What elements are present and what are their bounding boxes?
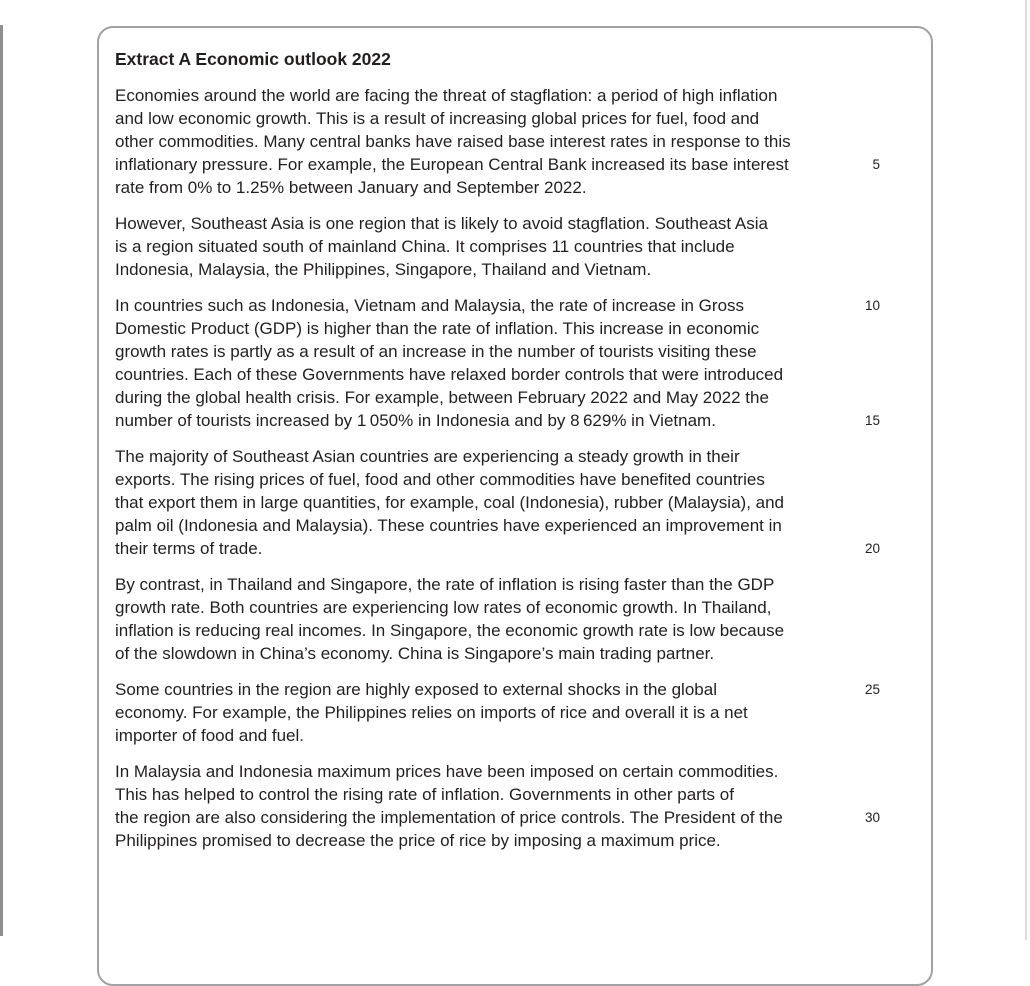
text-line: [115, 491, 931, 514]
line-text: exports. The rising prices of fuel, food and other commodities have benefited countries: [115, 470, 765, 489]
line-number: 25: [864, 682, 880, 697]
paragraph: [115, 760, 931, 852]
paragraph: [115, 84, 931, 199]
line-text: rate from 0% to 1.25% between January and September 2022.: [115, 178, 587, 197]
page-edge-left-line: [0, 25, 3, 936]
paragraph: [115, 445, 931, 560]
line-text: growth rate. Both countries are experiencing low rates of economic growth. In Thailand,: [115, 598, 772, 617]
text-line: [115, 363, 931, 386]
line-number: 30: [864, 810, 880, 825]
text-line: [115, 514, 931, 537]
line-text: economy. For example, the Philippines relies on imports of rice and overall it is a net: [115, 703, 748, 722]
line-text: palm oil (Indonesia and Malaysia). These countries have experienced an improvement in: [115, 516, 782, 535]
text-line: [115, 783, 931, 806]
line-text: number of tourists increased by 1 050% in Indonesia and by 8 629% in Vietnam.: [115, 411, 716, 430]
line-number: 15: [864, 413, 880, 428]
text-line: [115, 678, 931, 701]
line-text: inflationary pressure. For example, the European Central Bank increased its base interest: [115, 155, 789, 174]
text-line: [115, 130, 931, 153]
extract-title: Extract A Economic outlook 2022: [115, 49, 391, 69]
text-line: [115, 619, 931, 642]
text-line: [115, 153, 931, 176]
line-number: 5: [872, 157, 880, 172]
line-text: and low economic growth. This is a result of increasing global prices for fuel, food and: [115, 109, 760, 128]
paragraph: [115, 212, 931, 281]
line-text: is a region situated south of mainland China. It comprises 11 countries that include: [115, 237, 735, 256]
paragraph: [115, 678, 931, 747]
text-line: [115, 760, 931, 783]
line-text: This has helped to control the rising rate of inflation. Governments in other parts of: [115, 785, 734, 804]
paragraph: [115, 294, 931, 432]
line-text: the region are also considering the implementation of price controls. The President of the: [115, 808, 783, 827]
text-line: [115, 294, 931, 317]
text-line: [115, 829, 931, 852]
text-line: [115, 409, 931, 432]
line-text: Indonesia, Malaysia, the Philippines, Singapore, Thailand and Vietnam.: [115, 260, 652, 279]
text-line: [115, 235, 931, 258]
line-text: In Malaysia and Indonesia maximum prices have been imposed on certain commodities.: [115, 762, 779, 781]
line-text: their terms of trade.: [115, 539, 263, 558]
text-line: [115, 573, 931, 596]
page-edge-right-line: [1025, 0, 1027, 940]
line-text: Economies around the world are facing the threat of stagflation: a period of high inflation: [115, 86, 778, 105]
line-text: other commodities. Many central banks have raised base interest rates in response to this: [115, 132, 791, 151]
extract-box: [97, 26, 933, 986]
text-line: [115, 84, 931, 107]
text-line: [115, 386, 931, 409]
line-text: importer of food and fuel.: [115, 726, 305, 745]
line-number: 10: [864, 298, 880, 313]
text-line: [115, 340, 931, 363]
line-text: Philippines promised to decrease the price of rice by imposing a maximum price.: [115, 831, 721, 850]
text-line: [115, 468, 931, 491]
text-line: [115, 445, 931, 468]
line-text: countries. Each of these Governments have relaxed border controls that were introduced: [115, 365, 784, 384]
line-text: growth rates is partly as a result of an increase in the number of tourists visiting these: [115, 342, 757, 361]
line-number: 20: [864, 541, 880, 556]
paragraph: [115, 573, 931, 665]
extract-body: [115, 84, 931, 852]
line-text: Some countries in the region are highly exposed to external shocks in the global: [115, 680, 717, 699]
text-line: [115, 642, 931, 665]
text-line: [115, 701, 931, 724]
line-text: By contrast, in Thailand and Singapore, the rate of inflation is rising faster than the GDP: [115, 575, 775, 594]
line-text: However, Southeast Asia is one region that is likely to avoid stagflation. Southeast Asia: [115, 214, 768, 233]
line-text: In countries such as Indonesia, Vietnam and Malaysia, the rate of increase in Gross: [115, 296, 745, 315]
line-text: that export them in large quantities, for example, coal (Indonesia), rubber (Malaysia), and: [115, 493, 785, 512]
line-text: during the global health crisis. For example, between February 2022 and May 2022 the: [115, 388, 769, 407]
text-line: [115, 176, 931, 199]
text-line: [115, 258, 931, 281]
text-line: [115, 212, 931, 235]
text-line: [115, 596, 931, 619]
line-text: Domestic Product (GDP) is higher than the rate of inflation. This increase in economic: [115, 319, 760, 338]
line-text: The majority of Southeast Asian countries are experiencing a steady growth in their: [115, 447, 740, 466]
text-line: [115, 317, 931, 340]
text-line: [115, 724, 931, 747]
text-line: [115, 537, 931, 560]
line-text: of the slowdown in China’s economy. China is Singapore’s main trading partner.: [115, 644, 715, 663]
text-line: [115, 806, 931, 829]
line-text: inflation is reducing real incomes. In Singapore, the economic growth rate is low because: [115, 621, 785, 640]
text-line: [115, 107, 931, 130]
